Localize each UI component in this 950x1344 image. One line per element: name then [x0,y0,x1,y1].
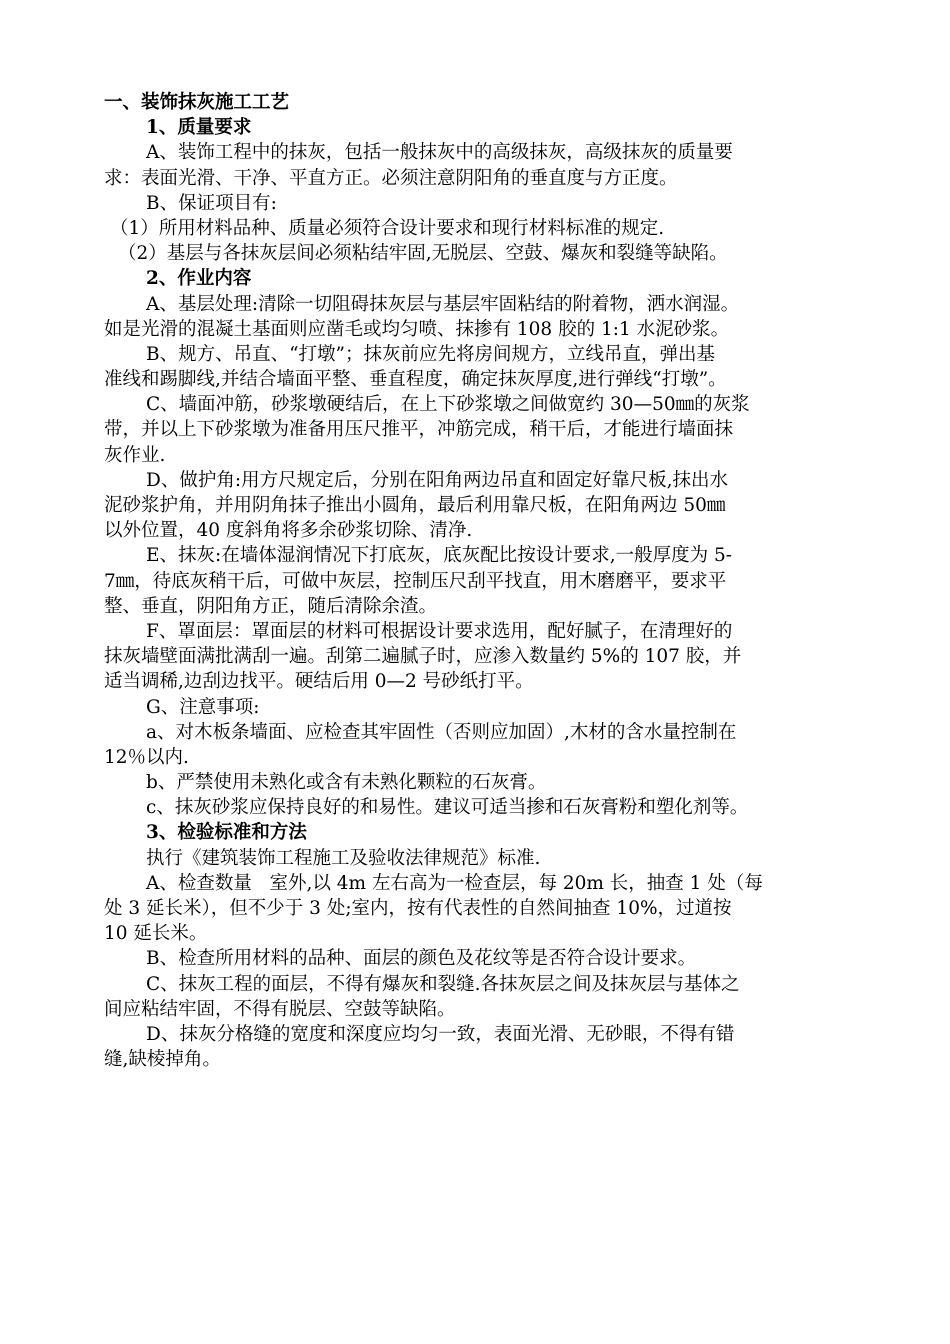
paragraph-line: 如是光滑的混凝土基面则应凿毛或均匀喷、抹掺有 108 胶的 1:1 水泥砂浆。 [104,318,730,340]
paragraph-line: 10 延长米。 [104,923,208,945]
paragraph-line: F、罩面层：罩面层的材料可根据设计要求选用，配好腻子，在清理好的 [146,620,733,642]
paragraph-line: G、注意事项: [146,696,260,718]
paragraph-line: 以外位置，40 度斜角将多余砂浆切除、清净. [104,520,473,542]
paragraph-line: 抹灰墙壁面满批满刮一遍。刮第二遍腻子时，应渗入数量约 5%的 107 胶，并 [104,646,742,668]
paragraph-line: a、对木板条墙面、应检查其牢固性（否则应加固）,木材的含水量控制在 [146,721,737,743]
paragraph-line: 整、垂直，阴阳角方正，随后清除余渣。 [104,595,438,617]
paragraph-line: （1）所用材料品种、质量必须符合设计要求和现行材料标准的规定. [110,217,665,239]
paragraph-line: 执行《建筑装饰工程施工及验收法律规范》标准. [146,847,541,869]
paragraph-line: 适当调稀,边刮边找平。硬结后用 0—2 号砂纸打平。 [104,671,534,693]
paragraph-line: 泥砂浆护角，并用阴角抹子推出小圆角，最后利用靠尺板，在阳角两边 50㎜ [104,495,726,516]
paragraph-line: 灰作业. [104,444,166,466]
document-page [104,90,864,1072]
paragraph-line: A、基层处理:清除一切阻碍抹灰层与基层牢固粘结的附着物，洒水润湿。 [146,293,740,315]
section-heading: 3、检验标准和方法 [146,822,307,844]
section-heading: 1、质量要求 [146,117,252,139]
paragraph-line: 准线和踢脚线,并结合墙面平整、垂直程度，确定抹灰厚度,进行弹线“打墩”。 [104,369,727,391]
paragraph-line: A、装饰工程中的抹灰，包括一般抹灰中的高级抹灰，高级抹灰的质量要 [146,142,733,164]
section-heading: 2、作业内容 [146,268,252,290]
paragraph-line: c、抹灰砂浆应保持良好的和易性。建议可适当掺和石灰膏粉和塑化剂等。 [146,797,749,819]
paragraph-line: 处 3 延长米），但不少于 3 处;室内，按有代表性的自然间抽查 10%，过道按 [104,898,732,919]
paragraph-line: 7㎜，待底灰稍干后，可做中灰层，控制压尺刮平找直，用木磨磨平，要求平 [104,570,727,592]
paragraph-line: C、抹灰工程的面层，不得有爆灰和裂缝.各抹灰层之间及抹灰层与基体之 [146,973,740,995]
paragraph-line: A、检查数量 室外,以 4m 左右高为一检查层，每 20m 长，抽查 1 处（每 [146,872,763,894]
paragraph-line: C、墙面冲筋，砂浆墩硬结后，在上下砂浆墩之间做宽约 30—50㎜的灰浆 [146,394,750,416]
section-heading: 一、装饰抹灰施工工艺 [104,92,290,113]
paragraph-line: 求：表面光滑、干净、平直方正。必须注意阴阳角的垂直度与方正度。 [104,167,678,189]
paragraph-line: （2）基层与各抹灰层间必须粘结牢固,无脱层、空鼓、爆灰和裂缝等缺陷。 [118,243,728,265]
paragraph-line: 12％以内. [104,746,189,768]
paragraph-line: 间应粘结牢固，不得有脱层、空鼓等缺陷。 [104,998,456,1020]
paragraph-line: 带，并以上下砂浆墩为准备用压尺推平，冲筋完成，稍干后，才能进行墙面抹 [104,419,734,441]
paragraph-line: B、规方、吊直、“打墩”；抹灰前应先将房间规方，立线吊直，弹出基 [146,343,716,365]
paragraph-line: D、抹灰分格缝的宽度和深度应均匀一致，表面光滑、无砂眼，不得有错 [146,1023,735,1045]
paragraph-line: 缝,缺棱掉角。 [104,1049,221,1071]
paragraph-line: b、严禁使用未熟化或含有未熟化颗粒的石灰膏。 [146,772,547,794]
paragraph-line: E、抹灰:在墙体湿润情况下打底灰，底灰配比按设计要求,一般厚度为 5- [146,545,733,567]
paragraph-line: B、保证项目有: [146,192,277,214]
paragraph-line: D、做护角:用方尺规定后，分别在阳角两边吊直和固定好靠尺板,抹出水 [146,469,728,491]
paragraph-line: B、检查所用材料的品种、面层的颜色及花纹等是否符合设计要求。 [146,948,697,970]
